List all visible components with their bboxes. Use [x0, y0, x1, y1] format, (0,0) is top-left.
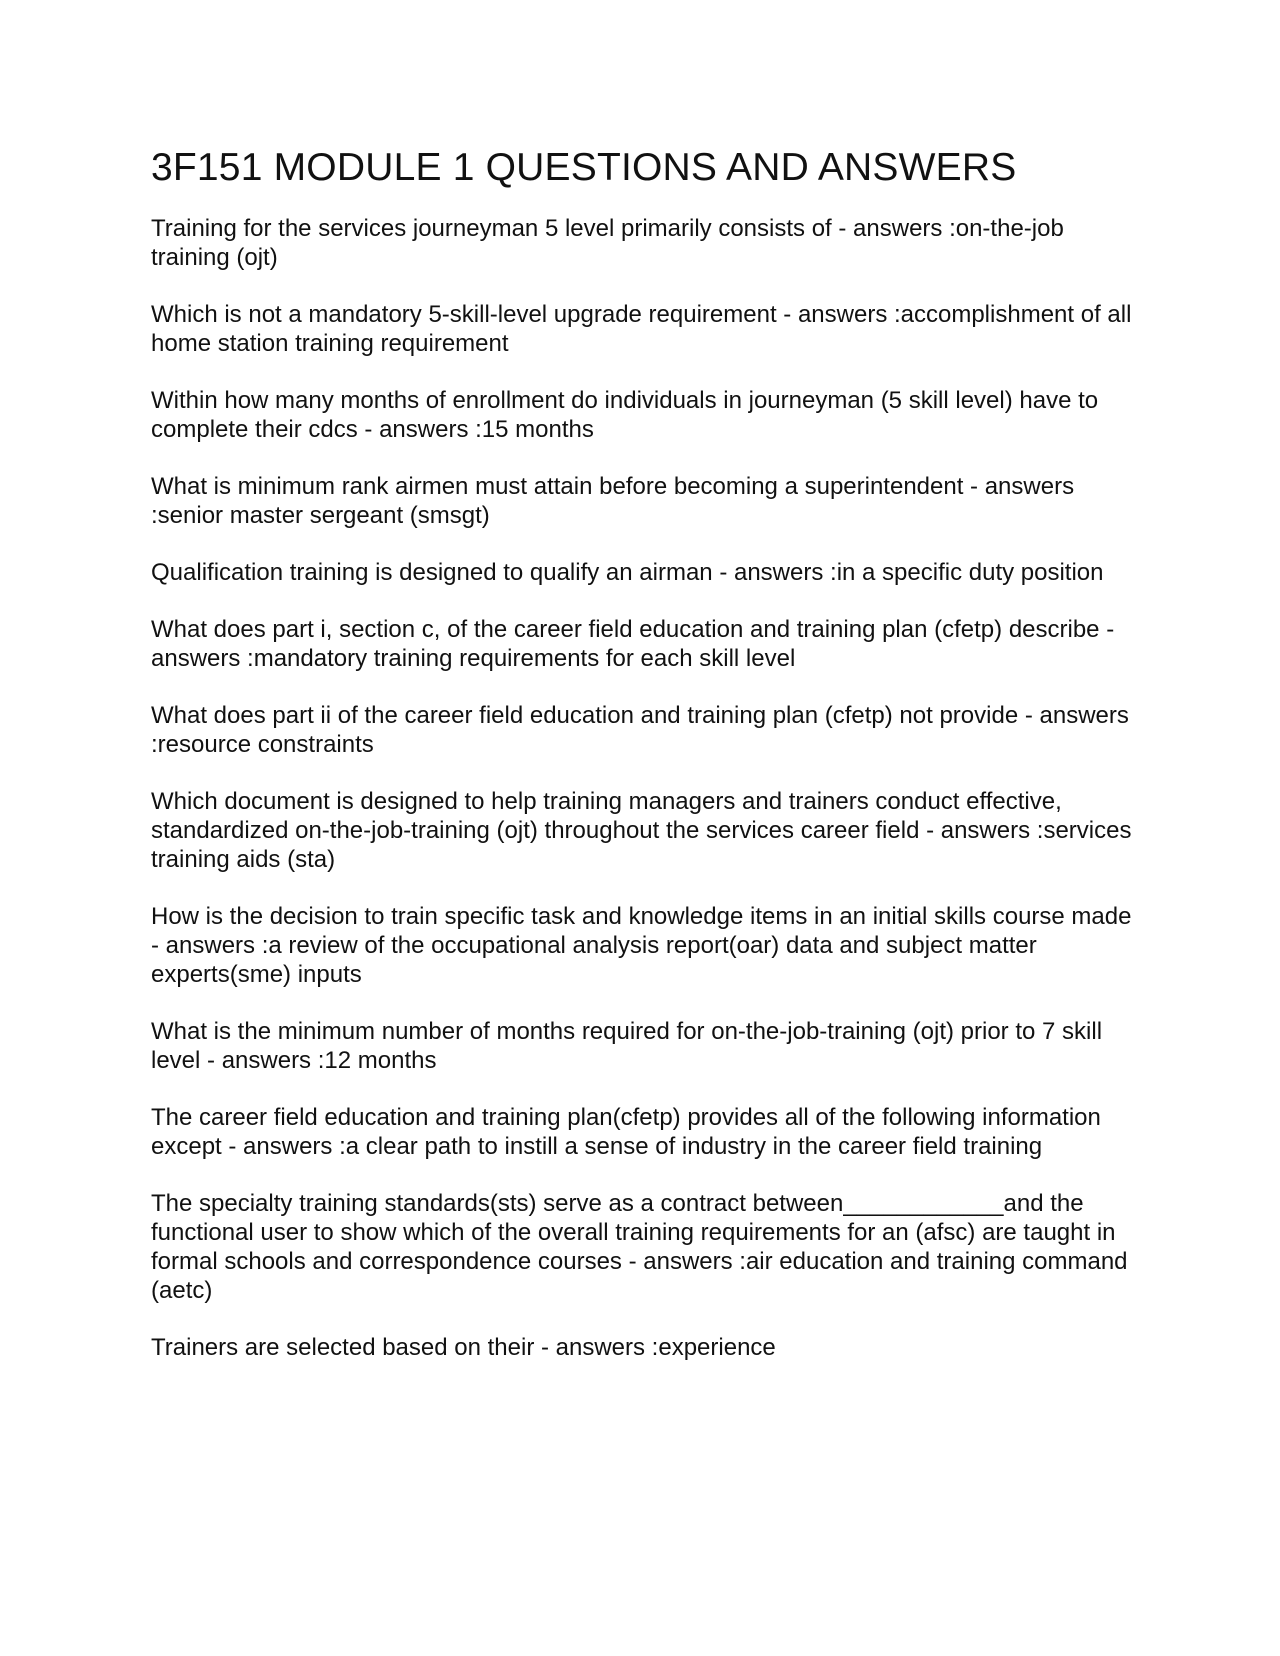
qa-item: Which is not a mandatory 5-skill-level upgrade requirement - answers :accomplishment of all home station training requirement — [151, 300, 1132, 357]
qa-item: What does part i, section c, of the career field education and training plan (cfetp) describe - answers :mandatory training requirements for each skill level — [151, 615, 1115, 672]
qa-item: The specialty training standards(sts) serve as a contract between____________and the functional user to show which of the overall training requirements for an (afsc) are taught in formal schools and correspondence courses - answers :air education and training command (aetc) — [151, 1189, 1128, 1304]
qa-item: Qualification training is designed to qualify an airman - answers :in a specific duty position — [151, 558, 1104, 586]
qa-item: The career field education and training plan(cfetp) provides all of the following information except - answers :a clear path to instill a sense of industry in the career field training — [151, 1103, 1101, 1160]
qa-item: Trainers are selected based on their - answers :experience — [151, 1333, 776, 1361]
qa-item: What is minimum rank airmen must attain before becoming a superintendent - answers :senior master sergeant (smsgt) — [151, 472, 1075, 529]
qa-item: What is the minimum number of months required for on-the-job-training (ojt) prior to 7 skill level - answers :12 months — [151, 1017, 1103, 1074]
qa-item: Which document is designed to help training managers and trainers conduct effective, standardized on-the-job-training (ojt) throughout the services career field - answers :services training aids (sta) — [151, 787, 1132, 873]
qa-item: What does part ii of the career field education and training plan (cfetp) not provide - answers :resource constraints — [151, 701, 1129, 758]
qa-item: Training for the services journeyman 5 level primarily consists of - answers :on-the-job training (ojt) — [151, 214, 1064, 271]
qa-item: How is the decision to train specific task and knowledge items in an initial skills course made - answers :a review of the occupational analysis report(oar) data and subject matter experts(sme) inputs — [151, 902, 1132, 988]
page-title: 3F151 MODULE 1 QUESTIONS AND ANSWERS — [151, 146, 1017, 189]
document-page — [151, 146, 1141, 1390]
qa-item: Within how many months of enrollment do individuals in journeyman (5 skill level) have to complete their cdcs - answers :15 months — [151, 386, 1099, 443]
